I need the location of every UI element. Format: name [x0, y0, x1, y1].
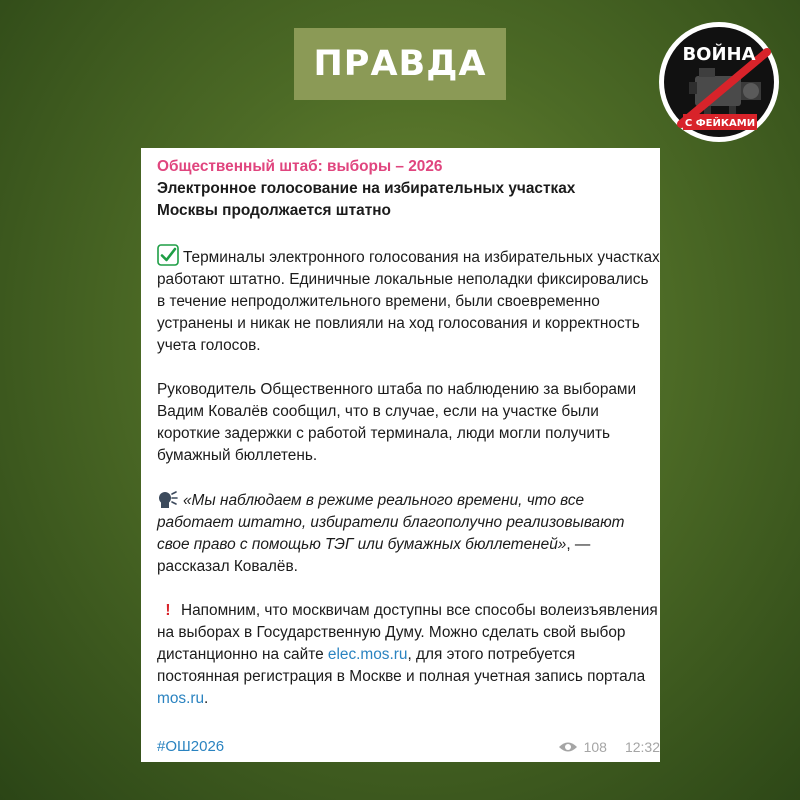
verdict-label: ПРАВДА [294, 28, 506, 100]
post-time: 12:32 [624, 739, 660, 755]
paragraph-terminals: Терминалы электронного голосования на избирательных участках работают штатно. Единичные локальные неполадки фиксировались в течение непродолжительного времени, были своевременно устранены и никак не повлияли на ход голосования и корректность учета голосов. [157, 244, 660, 357]
post-footer [157, 736, 660, 758]
post-meta [558, 736, 660, 758]
paragraph-quote: «Мы наблюдаем в режиме реального времени, что все работает штатно, избиратели благополучно реализовывают свое право с помощью ТЭГ или бумажных бюллетеней», — рассказал Ковалёв. [157, 489, 660, 578]
hashtag-link[interactable]: #ОШ2026 [157, 738, 225, 755]
speaking-head-icon [157, 489, 179, 509]
mos-ru-link[interactable]: mos.ru [157, 690, 205, 707]
war-on-fakes-logo [657, 20, 781, 144]
paragraph-kovalev: Руководитель Общественного штаба по наблюдению за выборами Вадим Ковалёв сообщил, что в случае, если на участке были короткие задержки с работой терминала, люди могли получить бумажный бюллетень. [157, 381, 637, 464]
eye-icon [558, 741, 578, 753]
elec-mos-link[interactable]: elec.mos.ru [327, 646, 408, 663]
post-headline: Электронное голосование на избирательных участках Москвы продолжается штатно [157, 180, 576, 219]
telegram-post-card [141, 148, 660, 762]
green-check-mark-icon [157, 244, 179, 266]
badge-subtitle: С ФЕЙКАМИ [684, 118, 756, 129]
red-exclamation-icon: ! [165, 602, 171, 619]
view-count: 108 [583, 739, 607, 755]
paragraph-reminder: ! Напомним, что москвичам доступны все способы волеизъявления на выборах в Государственную Думу. Можно сделать свой выбор дистанционно на сайте elec.mos.ru, для этого потребуется постоянная регистрация в Москве и полная учетная запись портала mos.ru. [157, 602, 658, 707]
channel-name[interactable]: Общественный штаб: выборы – 2026 [157, 158, 443, 175]
kovalev-quote: «Мы наблюдаем в режиме реального времени, что все работает штатно, избиратели благополучно реализовывают свое право с помощью ТЭГ или бумажных бюллетеней» [157, 492, 625, 553]
badge-title: ВОЙНА [682, 44, 756, 65]
